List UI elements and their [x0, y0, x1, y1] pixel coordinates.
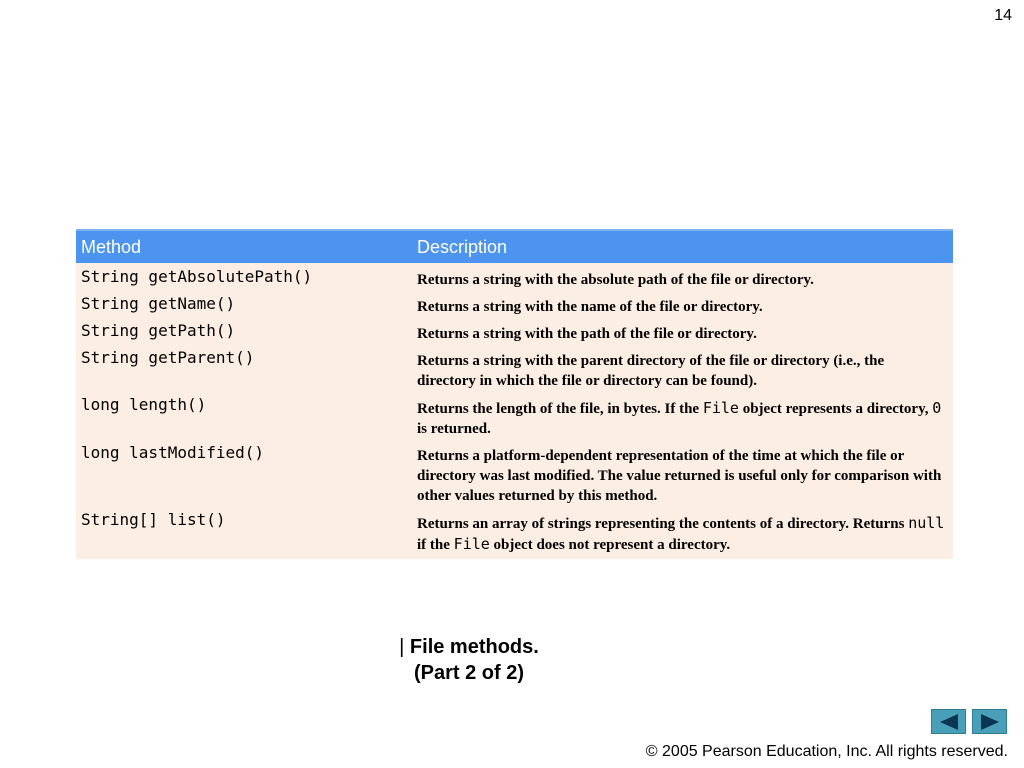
method-signature: long length() — [81, 395, 207, 414]
caption-part: (Part 2 of 2) — [413, 662, 525, 684]
copyright-footer: © 2005 Pearson Education, Inc. All rights reserved. — [645, 743, 1008, 760]
table-header-row — [76, 230, 953, 263]
description-text: Returns a string with the path of the file or directory. — [417, 326, 757, 342]
code-term: File — [702, 399, 739, 417]
method-description — [412, 344, 953, 391]
table-row — [76, 263, 953, 290]
figure-caption — [0, 634, 938, 686]
description-column-header: Description — [417, 236, 508, 257]
description-text: Returns the length of the file, in bytes. If the — [417, 401, 703, 417]
triangle-right-icon — [979, 713, 1001, 731]
method-description — [412, 506, 953, 559]
table-row — [76, 391, 953, 439]
next-slide-button[interactable] — [972, 709, 1007, 734]
method-description — [412, 317, 953, 344]
description-text: Returns a string with the absolute path of the file or directory. — [417, 272, 814, 288]
page-number: 14 — [994, 7, 1012, 24]
method-signature: String[] list() — [81, 510, 226, 529]
method-signature: String getAbsolutePath() — [81, 267, 313, 286]
method-column-header: Method — [81, 236, 142, 257]
description-text: Returns a string with the name of the file or directory. — [417, 299, 763, 315]
description-text: if the — [417, 537, 454, 553]
previous-slide-button[interactable] — [931, 709, 966, 734]
description-text: Returns an array of strings representing the contents of a directory. Returns — [417, 516, 909, 532]
code-term: null — [908, 514, 945, 532]
code-term: 0 — [932, 399, 942, 417]
table-row — [76, 439, 953, 506]
triangle-left-icon — [938, 713, 960, 731]
method-description — [412, 391, 953, 439]
code-term: File — [453, 535, 490, 553]
method-signature: String getPath() — [81, 321, 236, 340]
method-description — [412, 263, 953, 290]
caption-title: File methods. — [409, 636, 539, 658]
slide-navigation — [931, 709, 1007, 734]
file-methods-table — [76, 229, 953, 559]
method-description — [412, 290, 953, 317]
table-row — [76, 290, 953, 317]
description-text: object represents a directory, — [738, 401, 933, 417]
caption-bar: | — [399, 636, 405, 658]
table-body — [76, 263, 953, 559]
method-signature: String getName() — [81, 294, 236, 313]
method-signature: String getParent() — [81, 348, 255, 367]
description-text: Returns a platform-dependent representation of the time at which the file or directory was last modified. The value returned is useful only for comparison with other values returned by this method. — [417, 448, 942, 504]
table-row — [76, 317, 953, 344]
method-description — [412, 439, 953, 506]
table-row — [76, 344, 953, 391]
description-text: object does not represent a directory. — [489, 537, 731, 553]
description-text: is returned. — [417, 421, 491, 437]
table-row — [76, 506, 953, 559]
description-text: Returns a string with the parent directory of the file or directory (i.e., the directory in which the file or directory can be found). — [417, 353, 885, 389]
method-signature: long lastModified() — [81, 443, 265, 462]
